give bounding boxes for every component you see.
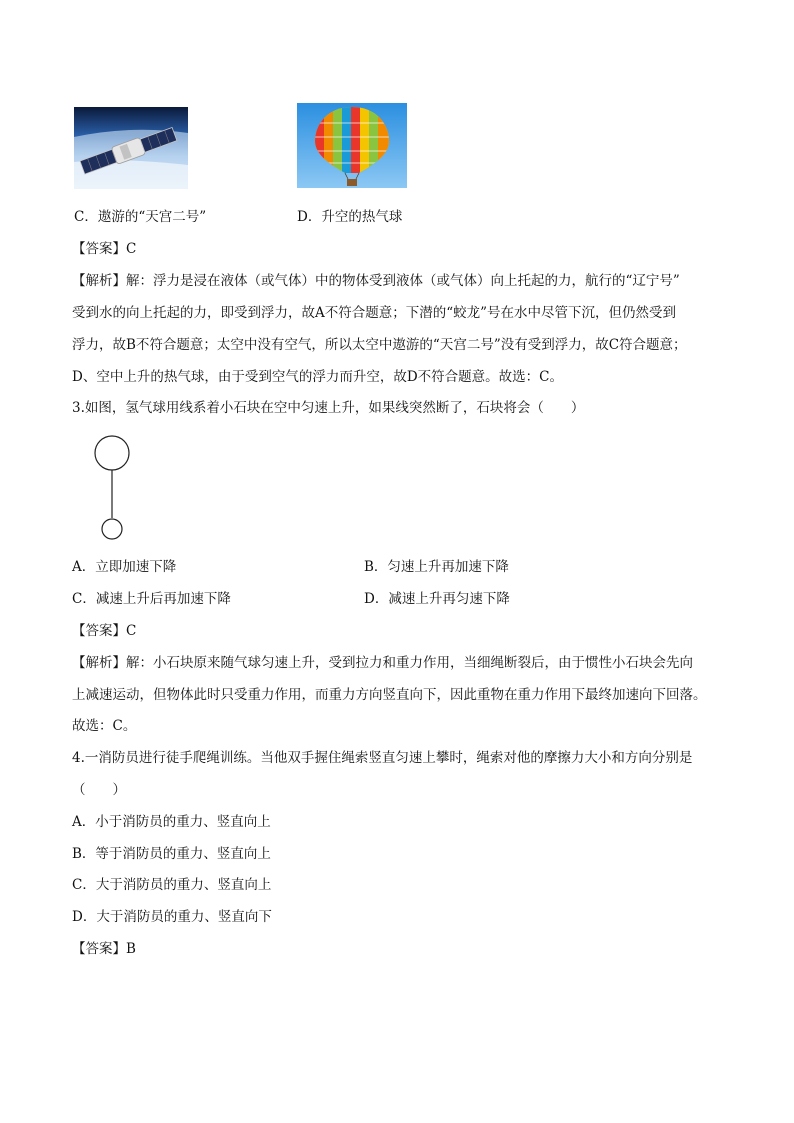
q3-option-a: A．立即加速下降 [72, 559, 177, 575]
q3-option-c: C．减速上升后再加速下降 [72, 591, 231, 607]
stone-circle [102, 519, 122, 539]
q4-stem: 4.一消防员进行徒手爬绳训练。当他双手握住绳索竖直匀速上攀时，绳索对他的摩擦力大小和方向分别是 [72, 750, 693, 766]
balloon-stone-diagram [90, 432, 136, 544]
q2-analysis-line: 受到水的向上托起的力，即受到浮力，故A不符合题意；下潜的“蛟龙”号在水中尽管下沉，但仍然受到 [72, 305, 677, 321]
q3-answer: 【答案】C [72, 623, 137, 639]
q3-analysis-line: 上减速运动，但物体此时只受重力作用，而重力方向竖直向下，因此重物在重力作用下最终加速向下回落。 [72, 687, 707, 703]
q4-stem-blank: （ ） [72, 782, 126, 798]
q3-analysis-line: 故选：C。 [72, 718, 137, 734]
q3-option-d: D．减速上升再匀速下降 [364, 591, 510, 607]
q4-option-b: B．等于消防员的重力、竖直向上 [72, 846, 271, 862]
hot-air-balloon-image [297, 103, 407, 188]
q4-option-c: C．大于消防员的重力、竖直向上 [72, 877, 272, 893]
tiangong-satellite-image [74, 107, 188, 189]
q4-option-a: A．小于消防员的重力、竖直向上 [72, 814, 271, 830]
q2-option-c: C．遨游的“天宫二号” [74, 209, 207, 225]
q2-analysis-line: 浮力，故B不符合题意；太空中没有空气，所以太空中遨游的“天宫二号”没有受到浮力，故C符合题意； [72, 337, 687, 353]
q4-option-d: D．大于消防员的重力、竖直向下 [72, 909, 272, 925]
q3-option-b: B．匀速上升再加速下降 [364, 559, 509, 575]
q2-answer: 【答案】C [72, 241, 137, 257]
q2-analysis-line: 【解析】解：浮力是浸在液体（或气体）中的物体受到液体（或气体）向上托起的力，航行的“辽宁号” [72, 273, 680, 289]
q2-analysis-line: D、空中上升的热气球，由于受到空气的浮力而升空，故D不符合题意。故选：C。 [72, 369, 563, 385]
q3-analysis-line: 【解析】解：小石块原来随气球匀速上升，受到拉力和重力作用，当细绳断裂后，由于惯性小石块会先向 [72, 655, 693, 671]
q2-option-d: D．升空的热气球 [297, 209, 403, 225]
balloon-circle [95, 436, 129, 470]
q3-stem: 3.如图，氢气球用线系着小石块在空中匀速上升，如果线突然断了，石块将会（ ） [72, 400, 585, 416]
q4-answer: 【答案】B [72, 941, 136, 957]
